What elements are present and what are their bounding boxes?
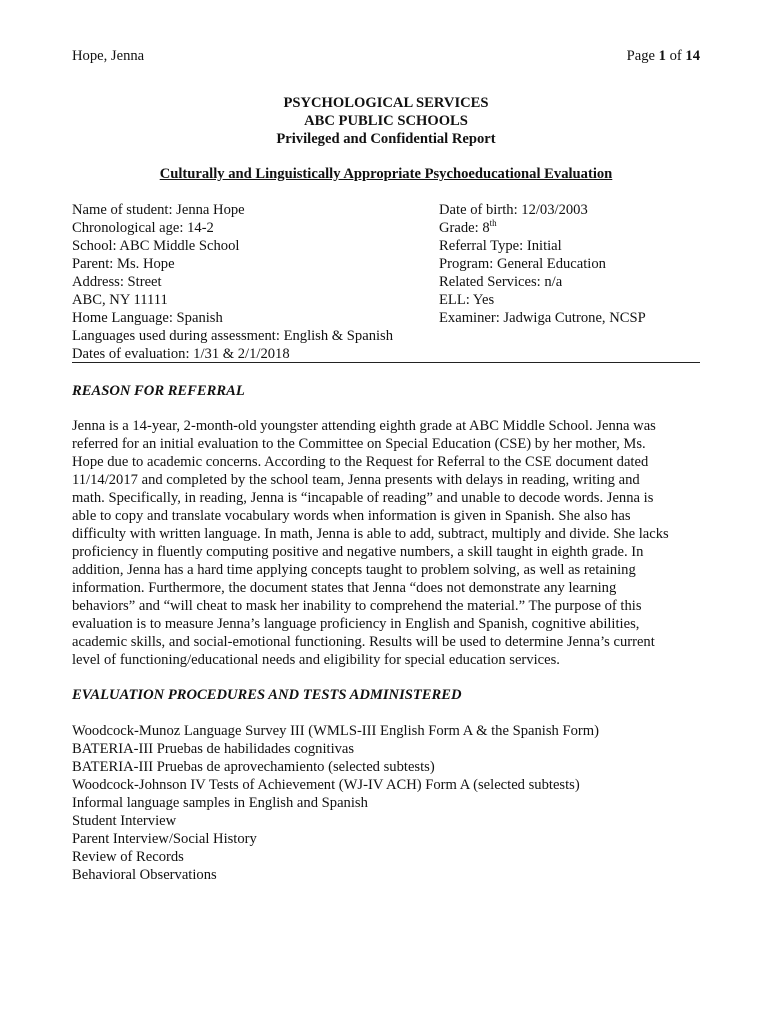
page-of: of	[665, 48, 686, 64]
paragraph-line: proficiency in fluently computing positive and negative numbers, a skill taught in eighth grade. In	[72, 544, 644, 560]
student-info-left	[72, 201, 432, 363]
list-item: BATERIA-III Pruebas de aprovechamiento (selected subtests)	[72, 759, 435, 775]
info-evaluation-dates: Dates of evaluation: 1/31 & 2/1/2018	[72, 346, 290, 362]
tests-administered-list	[72, 722, 700, 884]
running-header	[72, 47, 700, 65]
list-item: BATERIA-III Pruebas de habilidades cognitivas	[72, 741, 355, 757]
info-grade	[439, 219, 701, 237]
paragraph-line: referred for an initial evaluation to the Committee on Special Education (CSE) by her mother, Ms.	[72, 436, 646, 452]
info-city: ABC, NY 11111	[72, 292, 168, 308]
paragraph-line: information. Furthermore, the document states that Jenna “does not demonstrate any learning	[72, 580, 617, 596]
section-divider	[72, 362, 700, 363]
evaluation-title: Culturally and Linguistically Appropriate Psychoeducational Evaluation	[159, 166, 613, 182]
student-info-right	[439, 201, 701, 327]
grade-value: Grade: 8	[439, 220, 490, 236]
evaluation-procedures-heading: EVALUATION PROCEDURES AND TESTS ADMINISTERED	[72, 687, 462, 703]
reason-for-referral-paragraph	[72, 417, 700, 669]
paragraph-line: addition, Jenna has a hard time applying concepts taught to problem solving, as well as retaining	[72, 562, 636, 578]
info-dob: Date of birth: 12/03/2003	[439, 202, 588, 218]
info-school: School: ABC Middle School	[72, 238, 240, 254]
paragraph-line: level of functioning/educational needs and eligibility for special education services.	[72, 652, 560, 668]
info-home-language: Home Language: Spanish	[72, 310, 223, 326]
info-program: Program: General Education	[439, 256, 606, 272]
school-district-title: ABC PUBLIC SCHOOLS	[304, 113, 468, 129]
info-ell: ELL: Yes	[439, 292, 495, 308]
info-related-services: Related Services: n/a	[439, 274, 563, 290]
list-item: Parent Interview/Social History	[72, 831, 257, 847]
info-parent: Parent: Ms. Hope	[72, 256, 175, 272]
info-assessment-languages: Languages used during assessment: English & Spanish	[72, 328, 394, 344]
page-number	[627, 47, 700, 65]
info-referral-type: Referral Type: Initial	[439, 238, 562, 254]
list-item: Behavioral Observations	[72, 867, 217, 883]
page-prefix: Page	[626, 48, 659, 64]
list-item: Woodcock-Johnson IV Tests of Achievement (WJ-IV ACH) Form A (selected subtests)	[72, 777, 580, 793]
paragraph-line: behaviors” and “will cheat to mask her inability to comprehend the material.” The purpose of this	[72, 598, 642, 614]
list-item: Informal language samples in English and Spanish	[72, 795, 368, 811]
list-item: Review of Records	[72, 849, 184, 865]
list-item: Woodcock-Munoz Language Survey III (WMLS-III English Form A & the Spanish Form)	[72, 723, 599, 739]
info-examiner: Examiner: Jadwiga Cutrone, NCSP	[439, 310, 646, 326]
reason-for-referral-heading: REASON FOR REFERRAL	[72, 383, 245, 399]
paragraph-line: Jenna is a 14-year, 2-month-old youngster attending eighth grade at ABC Middle School. Jenna was	[72, 418, 656, 434]
page-total: 14	[685, 48, 700, 64]
paragraph-line: able to copy and translate vocabulary words when information is given in Spanish. She also has	[72, 508, 631, 524]
report-title-block	[72, 94, 700, 148]
department-title: PSYCHOLOGICAL SERVICES	[283, 95, 489, 111]
info-address: Address: Street	[72, 274, 162, 290]
paragraph-line: 11/14/2017 and completed by the school team, Jenna presents with delays in reading, writing and	[72, 472, 640, 488]
info-age: Chronological age: 14-2	[72, 220, 214, 236]
paragraph-line: difficulty with written language. In math, Jenna is able to add, subtract, multiply and divide. She lacks	[72, 526, 669, 542]
grade-ordinal: th	[489, 218, 497, 229]
list-item: Student Interview	[72, 813, 177, 829]
paragraph-line: math. Specifically, in reading, Jenna is “incapable of reading” and unable to decode words. Jenna is	[72, 490, 654, 506]
paragraph-line: evaluation is to measure Jenna’s language proficiency in English and Spanish, cognitive abilities,	[72, 616, 640, 632]
confidentiality-title: Privileged and Confidential Report	[276, 131, 496, 147]
page-current: 1	[658, 48, 666, 64]
info-name: Name of student: Jenna Hope	[72, 202, 245, 218]
paragraph-line: academic skills, and social-emotional functioning. Results will be used to determine Jenna’s current	[72, 634, 655, 650]
paragraph-line: Hope due to academic concerns. According to the Request for Referral to the CSE document dated	[72, 454, 649, 470]
header-student-name: Hope, Jenna	[72, 48, 145, 64]
